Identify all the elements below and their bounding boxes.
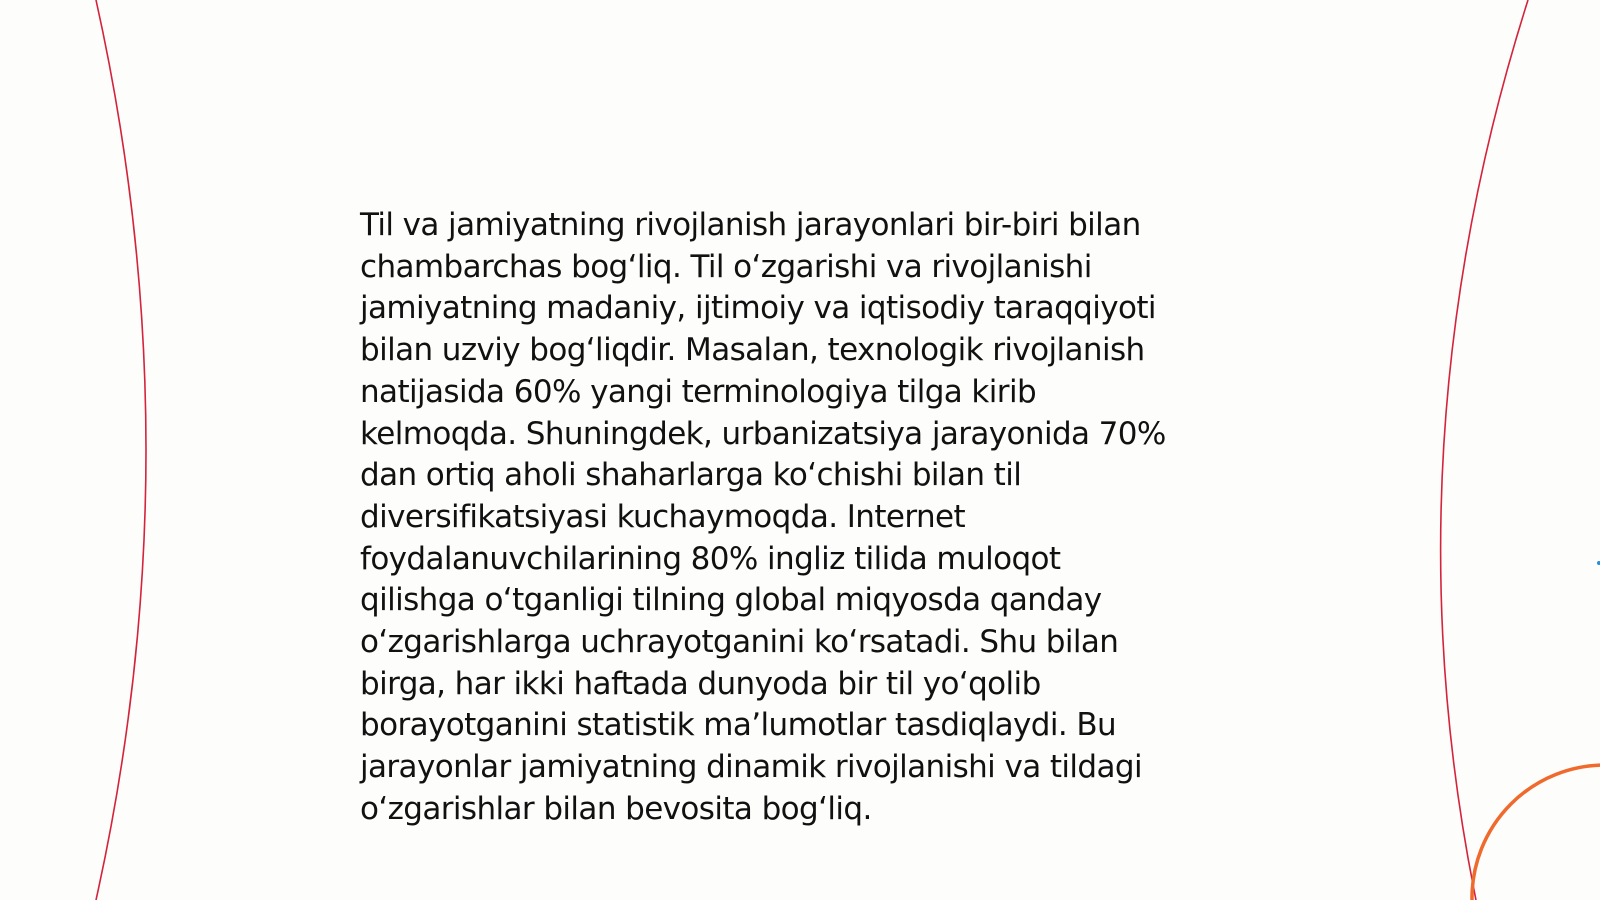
body-paragraph: Til va jamiyatning rivojlanish jarayonlari bir-biri bilan chambarchas bog‘liq. Til o‘zgarishi va rivojlanishi jamiyatning madaniy, ijtimoiy va iqtisodiy taraqqiyoti bilan uzviy bog‘liqdir. Masalan, texnologik rivojlanish natijasida 60% yangi terminologiya tilga kirib kelmoqda. Shuningdek, urbanizatsiya jarayonida 70% dan ortiq aholi shaharlarga ko‘chishi bilan til diversifikatsiyasi kuchaymoqda. Internet foydalanuvchilarining 80% ingliz tilida muloqot qilishga o‘tganligi tilning global miqyosda qanday o‘zgarishlarga uchrayotganini ko‘rsatadi. Shu bilan birga, har ikki haftada dunyoda bir til yo‘qolib borayotganini statistik ma’lumotlar tasdiqlaydi. Bu jarayonlar jamiyatning dinamik rivojlanishi va tildagi o‘zgarishlar bilan bevosita bog‘liq. [360, 207, 1166, 827]
orange-arc [1472, 765, 1600, 900]
right-curve-line [1441, 0, 1528, 900]
left-curve-line [96, 0, 146, 900]
